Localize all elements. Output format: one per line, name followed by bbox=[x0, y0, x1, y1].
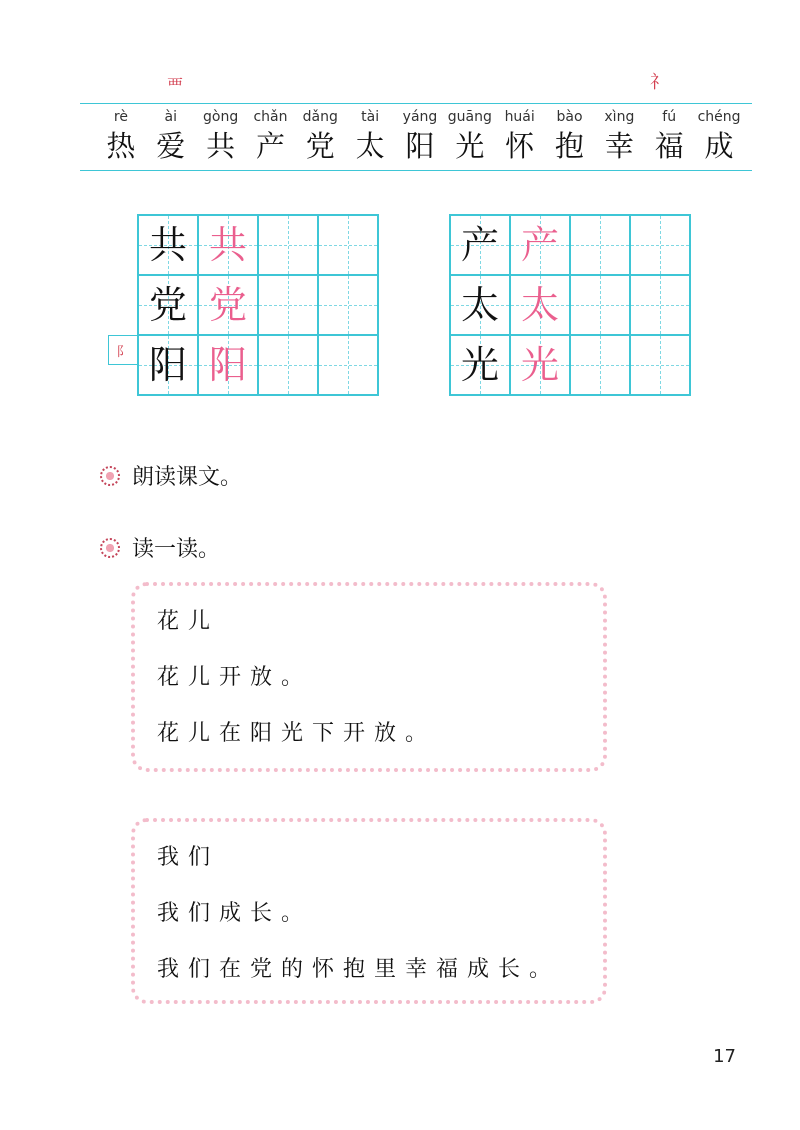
model-char: 太 bbox=[460, 283, 499, 327]
vocab-pinyin: huái bbox=[504, 109, 535, 125]
exercise-read-text bbox=[100, 460, 242, 491]
vocab-item bbox=[146, 106, 196, 164]
vocab-pinyin: yáng bbox=[402, 109, 438, 125]
model-char-cell bbox=[450, 275, 510, 335]
model-char-cell bbox=[138, 335, 198, 395]
model-char-cell bbox=[450, 215, 510, 275]
vocab-item bbox=[594, 106, 644, 164]
model-char: 共 bbox=[148, 223, 187, 267]
vocab-char: 产 bbox=[255, 129, 285, 163]
vocab-item bbox=[246, 106, 296, 164]
trace-char: 共 bbox=[208, 223, 247, 267]
trace-char-cell bbox=[198, 215, 258, 275]
vocab-strip-top-line bbox=[80, 103, 752, 104]
radical-marker: 覀 bbox=[167, 76, 184, 95]
practice-cell[interactable] bbox=[258, 215, 318, 275]
vocab-pinyin: guāng bbox=[447, 109, 492, 125]
trace-char: 阳 bbox=[208, 343, 247, 387]
vocab-char: 怀 bbox=[505, 129, 535, 163]
practice-cell[interactable] bbox=[630, 215, 690, 275]
practice-cell[interactable] bbox=[318, 275, 378, 335]
vocab-item bbox=[495, 106, 545, 164]
vocab-pinyin: xìng bbox=[604, 109, 635, 125]
model-char: 光 bbox=[460, 343, 499, 387]
reading-line: 我们 bbox=[157, 845, 220, 870]
trace-char-cell bbox=[198, 335, 258, 395]
vocab-pinyin: rè bbox=[113, 109, 128, 125]
vocab-item bbox=[196, 106, 246, 164]
writing-grid-left bbox=[137, 214, 379, 396]
practice-cell[interactable] bbox=[630, 275, 690, 335]
vocab-item bbox=[545, 106, 595, 164]
stroke-hint-tab: 阝 bbox=[108, 335, 137, 365]
vocab-char: 太 bbox=[355, 129, 385, 163]
trace-char-cell bbox=[510, 215, 570, 275]
practice-cell[interactable] bbox=[570, 335, 630, 395]
model-char-cell bbox=[138, 215, 198, 275]
model-char: 党 bbox=[148, 283, 187, 327]
model-char: 阳 bbox=[148, 343, 187, 387]
vocab-char: 党 bbox=[305, 129, 335, 163]
vocab-char: 阳 bbox=[405, 129, 435, 163]
vocab-char: 光 bbox=[455, 129, 485, 163]
vocab-pinyin: chéng bbox=[697, 109, 741, 125]
reading-line: 花儿在阳光下开放。 bbox=[157, 721, 437, 746]
practice-cell[interactable] bbox=[570, 215, 630, 275]
vocab-pinyin: fú bbox=[662, 109, 677, 125]
vocab-item bbox=[395, 106, 445, 164]
trace-char: 党 bbox=[208, 283, 247, 327]
trace-char-cell bbox=[510, 335, 570, 395]
exercise-label: 朗读课文。 bbox=[132, 465, 243, 490]
page-number: 17 bbox=[713, 1046, 736, 1067]
vocab-char: 爱 bbox=[156, 129, 186, 163]
practice-cell[interactable] bbox=[258, 275, 318, 335]
trace-char: 太 bbox=[520, 283, 559, 327]
vocab-pinyin: ài bbox=[164, 109, 177, 125]
practice-cell[interactable] bbox=[318, 215, 378, 275]
practice-cell[interactable] bbox=[258, 335, 318, 395]
vocab-item bbox=[295, 106, 345, 164]
reading-line: 花儿 bbox=[157, 609, 220, 634]
exercise-badge-icon bbox=[100, 538, 120, 558]
vocab-item bbox=[694, 106, 744, 164]
reading-line: 花儿开放。 bbox=[157, 665, 313, 690]
vocab-strip-bottom-line bbox=[80, 170, 752, 171]
writing-grid-right bbox=[449, 214, 691, 396]
vocab-char: 抱 bbox=[555, 129, 585, 163]
practice-cell[interactable] bbox=[318, 335, 378, 395]
vocab-item bbox=[345, 106, 395, 164]
trace-char: 产 bbox=[520, 223, 559, 267]
trace-char: 光 bbox=[520, 343, 559, 387]
exercise-badge-icon bbox=[100, 466, 120, 486]
trace-char-cell bbox=[510, 275, 570, 335]
radical-marker: 礻 bbox=[650, 72, 668, 93]
vocab-pinyin: tài bbox=[361, 109, 380, 125]
reading-line: 我们在党的怀抱里幸福成长。 bbox=[157, 957, 561, 982]
vocab-item bbox=[644, 106, 694, 164]
vocab-pinyin: dǎng bbox=[302, 109, 338, 125]
trace-char-cell bbox=[198, 275, 258, 335]
vocab-pinyin: chǎn bbox=[253, 109, 288, 125]
vocab-char: 共 bbox=[206, 129, 236, 163]
model-char-cell bbox=[450, 335, 510, 395]
vocab-strip bbox=[96, 106, 744, 164]
vocab-char: 成 bbox=[704, 129, 734, 163]
practice-cell[interactable] bbox=[570, 275, 630, 335]
practice-cell[interactable] bbox=[630, 335, 690, 395]
vocab-char: 福 bbox=[654, 129, 684, 163]
exercise-read-aloud bbox=[100, 532, 220, 563]
vocab-pinyin: bào bbox=[556, 109, 583, 125]
reading-box bbox=[131, 818, 607, 1004]
reading-box bbox=[131, 582, 607, 772]
vocab-item bbox=[96, 106, 146, 164]
vocab-char: 热 bbox=[106, 129, 136, 163]
vocab-char: 幸 bbox=[604, 129, 634, 163]
model-char-cell bbox=[138, 275, 198, 335]
reading-line: 我们成长。 bbox=[157, 901, 313, 926]
vocab-item bbox=[445, 106, 495, 164]
vocab-pinyin: gòng bbox=[203, 109, 239, 125]
model-char: 产 bbox=[460, 223, 499, 267]
exercise-label: 读一读。 bbox=[132, 537, 221, 562]
